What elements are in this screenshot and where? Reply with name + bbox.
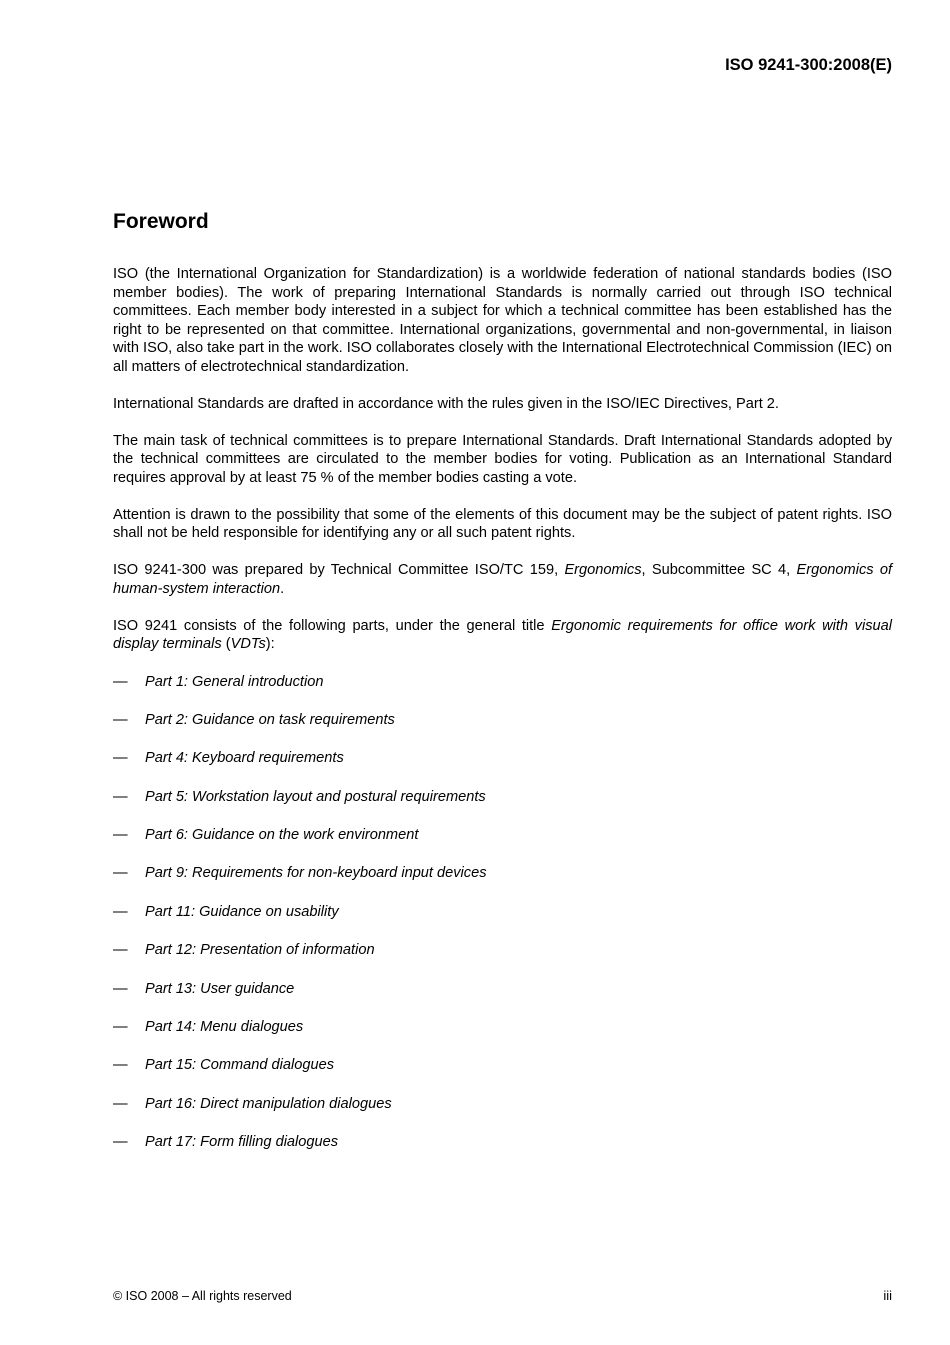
dash-bullet: — bbox=[113, 903, 128, 920]
list-item-label: Part 16: Direct manipulation dialogues bbox=[145, 1095, 392, 1112]
list-item-label: Part 15: Command dialogues bbox=[145, 1057, 335, 1074]
list-item-label: Part 1: General introduction bbox=[145, 673, 324, 690]
dash-bullet: — bbox=[113, 711, 128, 728]
list-item bbox=[113, 826, 892, 845]
dash-bullet: — bbox=[113, 827, 128, 844]
page-title: Foreword bbox=[113, 210, 209, 233]
list-item-label: Part 6: Guidance on the work environment bbox=[145, 827, 419, 844]
list-item bbox=[113, 1133, 892, 1152]
dash-bullet: — bbox=[113, 942, 128, 959]
prepared-by-text-2: , Subcommittee SC 4, bbox=[641, 562, 797, 578]
dash-bullet: — bbox=[113, 1019, 128, 1036]
general-title: Ergonomic requirements for office work with visual display terminals bbox=[113, 617, 892, 652]
parts-list bbox=[113, 673, 892, 1152]
list-item-label: Part 9: Requirements for non-keyboard input devices bbox=[145, 865, 487, 882]
document-id-header: ISO 9241-300:2008(E) bbox=[725, 56, 892, 74]
dash-bullet: — bbox=[113, 1134, 128, 1151]
dash-bullet: — bbox=[113, 865, 128, 882]
parts-intro-text-3: ): bbox=[265, 636, 275, 652]
parts-intro-text-2: ( bbox=[221, 636, 231, 652]
dash-bullet: — bbox=[113, 750, 128, 767]
list-item-label: Part 14: Menu dialogues bbox=[145, 1019, 304, 1036]
page-number: iii bbox=[883, 1288, 892, 1303]
paragraph-prepared-by bbox=[113, 561, 892, 598]
dash-bullet: — bbox=[113, 673, 128, 690]
list-item-label: Part 13: User guidance bbox=[145, 980, 295, 997]
dash-bullet: — bbox=[113, 1095, 128, 1112]
dash-bullet: — bbox=[113, 788, 128, 805]
prepared-by-text-3: . bbox=[280, 580, 285, 597]
dash-bullet: — bbox=[113, 980, 128, 997]
list-item bbox=[113, 903, 892, 922]
committee-title: Ergonomics bbox=[564, 562, 642, 578]
list-item bbox=[113, 749, 892, 768]
subcommittee-title: Ergonomics of human-system interaction bbox=[113, 562, 893, 597]
copyright-footer: © ISO 2008 – All rights reserved bbox=[113, 1289, 292, 1303]
vdts-abbrev: VDTs bbox=[230, 636, 266, 652]
list-item bbox=[113, 673, 892, 692]
list-item-label: Part 11: Guidance on usability bbox=[145, 903, 339, 920]
parts-intro-text-1: ISO 9241 consists of the following parts, under the general title bbox=[113, 617, 552, 634]
list-item-label: Part 17: Form filling dialogues bbox=[145, 1134, 339, 1151]
paragraph-parts-intro bbox=[113, 617, 892, 654]
list-item bbox=[113, 788, 892, 807]
list-item-label: Part 12: Presentation of information bbox=[145, 942, 375, 959]
list-item-label: Part 5: Workstation layout and postural requirements bbox=[145, 788, 486, 805]
list-item bbox=[113, 1018, 892, 1037]
dash-bullet: — bbox=[113, 1057, 128, 1074]
paragraph-iso-federation: ISO (the International Organization for Standardization) is a worldwide federation of national standards bodies (ISO member bodies). The work of preparing International Standards is normally carried out through ISO technical committees. Each member body interested in a subject for which a technical committee has been established has the right to be represented on that committee. International organizations, governmental and non-governmental, in liaison with ISO, also take part in the work. ISO collaborates closely with the International Electrotechnical Commission (IEC) on all matters of electrotechnical standardization. bbox=[113, 266, 892, 375]
list-item bbox=[113, 1056, 892, 1075]
paragraph-technical-committees: The main task of technical committees is to prepare International Standards. Draft International Standards adopted by the technical committees are circulated to the member bodies for voting. Publication as an International Standard requires approval by at least 75 % of the member bodies casting a vote. bbox=[113, 432, 892, 486]
prepared-by-text-1: ISO 9241-300 was prepared by Technical Committee ISO/TC 159, bbox=[113, 562, 565, 578]
list-item bbox=[113, 980, 892, 999]
list-item bbox=[113, 1095, 892, 1114]
list-item bbox=[113, 711, 892, 730]
list-item-label: Part 4: Keyboard requirements bbox=[145, 750, 344, 767]
foreword-section bbox=[113, 208, 892, 1172]
paragraph-directives: International Standards are drafted in accordance with the rules given in the ISO/IEC Directives, Part 2. bbox=[113, 395, 779, 412]
list-item bbox=[113, 941, 892, 960]
list-item bbox=[113, 864, 892, 883]
paragraph-patent-rights: Attention is drawn to the possibility that some of the elements of this document may be the subject of patent rights. ISO shall not be held responsible for identifying any or all such patent rights. bbox=[113, 506, 892, 541]
list-item-label: Part 2: Guidance on task requirements bbox=[145, 711, 395, 728]
